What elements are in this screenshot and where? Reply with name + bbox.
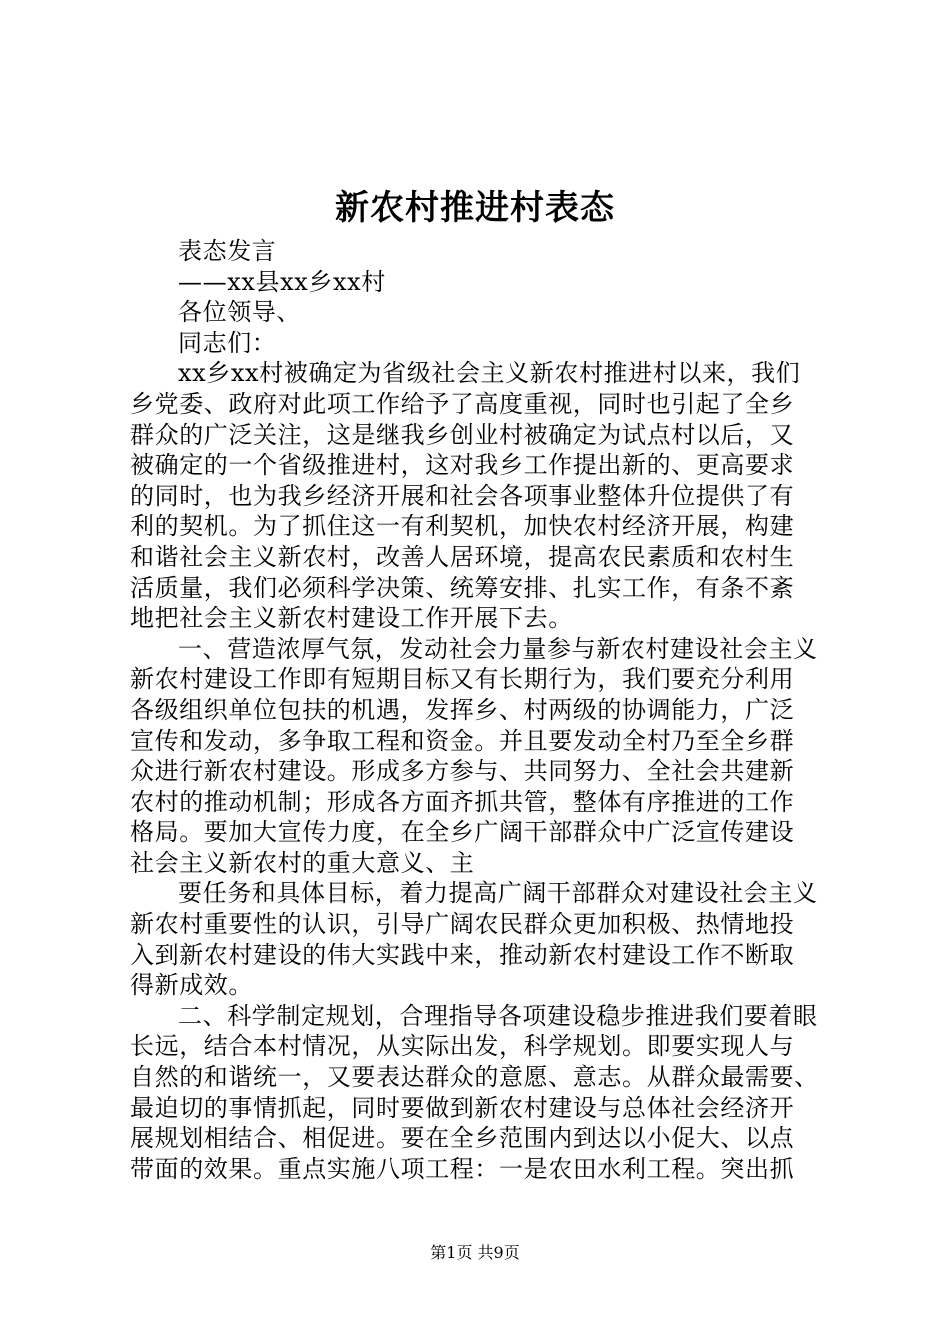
text-line: 和谐社会主义新农村，改善人居环境，提高农民素质和农村生: [130, 542, 795, 571]
text-line: xx乡xx村被确定为省级社会主义新农村推进村以来，我们: [178, 359, 801, 388]
text-line: 农村的推动机制；形成各方面齐抓共管，整体有序推进的工作: [130, 787, 795, 816]
text-line: 带面的效果。重点实施八项工程：一是农田水利工程。突出抓: [130, 1154, 795, 1183]
text-line: 各位领导、: [178, 298, 301, 327]
text-line: 的同时，也为我乡经济开展和社会各项事业整体升位提供了有: [130, 481, 795, 510]
text-line: 长远，结合本村情况，从实际出发，科学规划。即要实现人与: [130, 1032, 795, 1061]
text-line: 众进行新农村建设。形成多方参与、共同努力、全社会共建新: [130, 757, 795, 786]
text-line: 新农村建设工作即有短期目标又有长期行为，我们要充分利用: [130, 665, 795, 694]
document-title: 新农村推进村表态: [335, 188, 615, 228]
text-line: 活质量，我们必须科学决策、统筹安排、扎实工作，有条不紊: [130, 573, 795, 602]
text-line: 各级组织单位包扶的机遇，发挥乡、村两级的协调能力，广泛: [130, 695, 795, 724]
text-line: 被确定的一个省级推进村，这对我乡工作提出新的、更高要求: [130, 451, 795, 480]
page-footer: 第1页 共9页: [430, 1243, 520, 1262]
text-line: ——xx县xx乡xx村: [178, 267, 386, 296]
text-line: 一、营造浓厚气氛，发动社会力量参与新农村建设社会主义: [178, 634, 818, 663]
text-line: 二、科学制定规划，合理指导各项建设稳步推进我们要着眼: [178, 1001, 818, 1030]
text-line: 最迫切的事情抓起，同时要做到新农村建设与总体社会经济开: [130, 1093, 795, 1122]
text-line: 群众的广泛关注，这是继我乡创业村被确定为试点村以后，又: [130, 420, 795, 449]
text-line: 表态发言: [178, 237, 277, 265]
text-line: 地把社会主义新农村建设工作开展下去。: [130, 604, 573, 633]
document-body: [130, 236, 832, 1184]
text-line: 宣传和发动，多争取工程和资金。并且要发动全村乃至全乡群: [130, 726, 795, 755]
text-line: 得新成效。: [130, 971, 253, 1000]
text-line: 格局。要加大宣传力度，在全乡广阔干部群众中广泛宣传建设: [130, 818, 795, 847]
text-line: 社会主义新农村的重大意义、主: [130, 848, 475, 877]
text-line: 利的契机。为了抓住这一有利契机，加快农村经济开展，构建: [130, 512, 795, 541]
text-line: 要任务和具体目标，着力提高广阔干部群众对建设社会主义: [178, 879, 818, 908]
text-line: 新农村重要性的认识，引导广阔农民群众更加积极、热情地投: [130, 910, 795, 939]
text-line: 入到新农村建设的伟大实践中来，推动新农村建设工作不断取: [130, 940, 795, 969]
text-line: 展规划相结合、相促进。要在全乡范围内到达以小促大、以点: [130, 1124, 795, 1153]
text-line: 自然的和谐统一，又要表达群众的意愿、意志。从群众最需要、: [130, 1063, 819, 1092]
text-line: 乡党委、政府对此项工作给予了高度重视，同时也引起了全乡: [130, 389, 795, 418]
text-line: 同志们：: [178, 328, 277, 357]
